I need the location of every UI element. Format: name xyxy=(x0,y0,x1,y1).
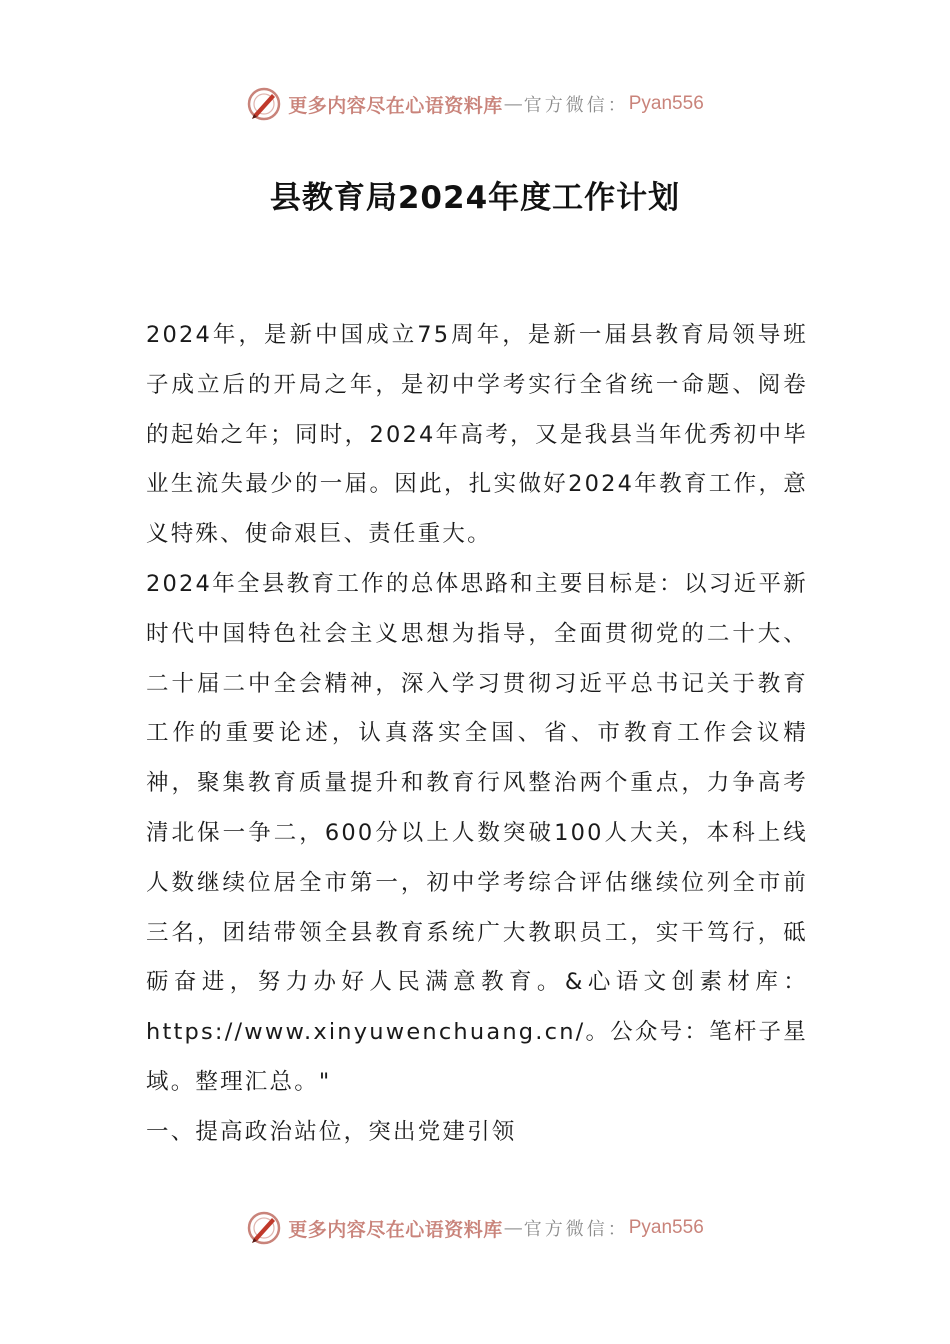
paragraph-intro: 2024年，是新中国成立75周年，是新一届县教育局领导班子成立后的开局之年，是初中学考实行全省统一命题、阅卷的起始之年；同时，2024年高考，又是我县当年优秀初中毕业生流失最少的一届。因此，扎实做好2024年教育工作，意义特殊、使命艰巨、责任重大。 xyxy=(146,322,808,548)
banner-wechat-id: Pyan556 xyxy=(628,93,704,114)
footer-separator: — xyxy=(503,1217,523,1239)
footer-slogan: 更多内容尽在心语资料库 xyxy=(288,1218,503,1241)
footer-banner xyxy=(0,1206,950,1250)
document-title: 县教育局2024年度工作计划 xyxy=(269,180,681,216)
banner-slogan: 更多内容尽在心语资料库 xyxy=(288,94,503,117)
document-body xyxy=(146,311,808,1158)
footer-wechat-id: Pyan556 xyxy=(628,1217,704,1238)
banner-separator: — xyxy=(503,93,523,115)
pen-circle-logo-icon xyxy=(246,1210,282,1246)
paragraph-goals: 2024年全县教育工作的总体思路和主要目标是：以习近平新时代中国特色社会主义思想为指导，全面贯彻党的二十大、二十届二中全会精神，深入学习贯彻习近平总书记关于教育工作的重要论述，认真落实全国、省、市教育工作会议精神，聚集教育质量提升和教育行风整治两个重点，力争高考清北保一争二，600分以上人数突破100人大关，本科上线人数继续位居全市第一，初中学考综合评估继续位列全市前三名，团结带领全县教育系统广大教职员工，实干笃行，砥砺奋进，努力办好人民满意教育。&心语文创素材库：https://www.xinyuwenchuang.cn/。公众号：笔杆子星域。整理汇总。" xyxy=(146,570,808,1095)
footer-wechat-label: 官方微信： xyxy=(523,1219,629,1240)
header-banner xyxy=(0,82,950,126)
section-heading: 一、提高政治站位，突出党建引领 xyxy=(146,1118,517,1145)
banner-wechat-label: 官方微信： xyxy=(523,95,629,116)
pen-circle-logo-icon xyxy=(246,86,282,122)
